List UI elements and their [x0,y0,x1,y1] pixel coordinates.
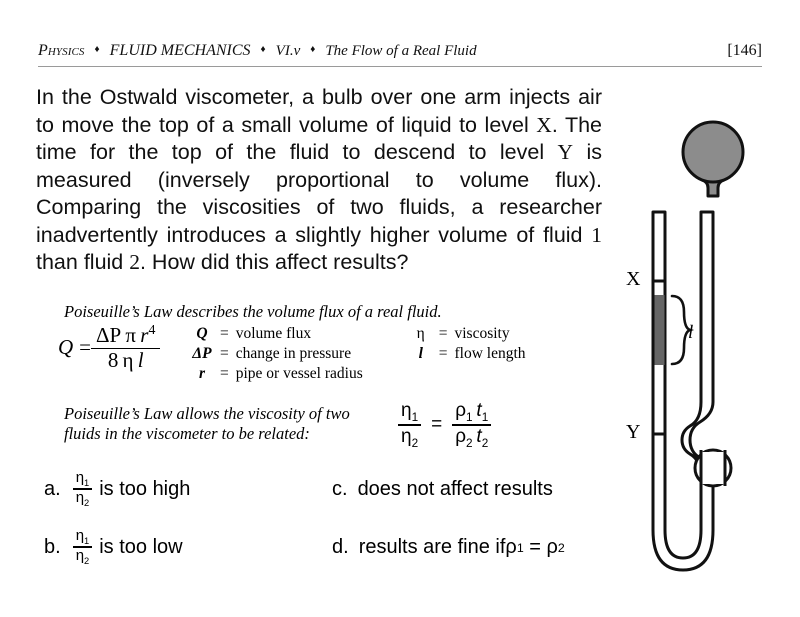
eight-coefficient: 8 [107,348,119,373]
subscript-2: 2 [411,436,419,450]
fluid-1-numeral: 1 [591,222,603,247]
eta-symbol: η [75,469,85,486]
legend-equals: = [438,345,448,362]
header-section: VI.v [275,43,301,59]
legend-row [190,345,572,365]
legend-symbol: η [416,325,425,342]
equation-lhs: Q [58,334,74,359]
eta-ratio-inline [71,470,100,508]
question-line-2: air to move the top of a small volume of liquid to level [36,85,602,137]
header-subject: Physics [38,42,85,59]
diamond-icon: ♦ [260,44,266,55]
u-tube-body [653,212,713,570]
eta-ratio-inline [71,528,100,566]
subscript-2: 2 [84,556,90,566]
eta-symbol: η [401,425,412,447]
subscript-1: 1 [466,410,473,424]
question-line-1: In the Ostwald viscometer, a bulb over one arm injects [36,85,571,109]
legend-description: viscosity [454,325,510,342]
option-text: results are fine if [358,536,506,558]
ratio-caption-line-1: Poiseuille’s Law allows the viscosity of two [64,404,350,423]
legend-symbol: l [418,345,423,362]
fluid-column [655,295,665,365]
ostwald-viscometer-diagram [612,100,792,590]
legend-description: volume flux [235,325,312,342]
delta-p-symbol: ΔP [96,323,122,347]
question-line-7e: . How did this affect results? [139,250,409,274]
length-symbol: l [137,348,144,373]
question-line-3: . The time for the top of the fluid to descend to level [36,112,602,164]
level-x-label: X [626,268,641,290]
subscript-2: 2 [557,540,565,555]
option-label: c. [332,478,348,500]
eta-2 [398,426,421,450]
rho-1-t-1 [452,400,491,424]
header-divider [38,66,762,67]
equation-denominator [103,349,149,373]
radius-exponent: 4 [148,322,156,337]
ratio-equals: = [431,413,443,435]
rho-symbol: ρ [546,536,558,558]
legend-description: pipe or vessel radius [235,365,363,382]
ratio-caption-line-2: fluids in the viscometer to be related: [64,424,310,443]
legend-equals: = [220,365,229,382]
legend-symbol: r [198,365,206,382]
breadcrumb [38,42,477,60]
answer-option-c[interactable] [332,478,553,501]
legend-symbol: ΔP [192,345,212,362]
equation-numerator [91,322,160,348]
reservoir-bulb-icon [695,450,731,486]
subscript-1: 1 [84,536,90,546]
question-line-5: Comparing the viscosities of two fluids, a researcher [36,195,602,219]
header-title: The Flow of a Real Fluid [325,43,477,59]
eta-1 [398,400,421,424]
ratio-caption [64,404,394,444]
question-line-6: inadvertently introduces a slightly higher volume of [36,222,535,247]
subscript-2: 2 [466,436,473,450]
question-text [36,84,602,277]
subscript-1: 1 [481,410,489,424]
legend-description: change in pressure [235,345,352,362]
eta-symbol: η [122,348,134,373]
rho-symbol: ρ [505,536,517,558]
rho-2-t-2 [452,426,491,450]
legend-row [190,325,572,345]
fluid-2-numeral: 2 [129,250,140,274]
option-label: d. [332,536,349,558]
pi-symbol: π [125,323,137,347]
answer-option-d[interactable] [332,536,565,559]
question-line-7a: fluid [543,222,592,247]
subscript-1: 1 [516,540,524,555]
poiseuille-equation [58,322,160,373]
diamond-icon: ♦ [94,44,100,55]
eta-symbol: η [75,547,85,564]
option-label: a. [44,477,61,500]
subscript-2: 2 [481,436,489,450]
subscript-2: 2 [84,498,90,508]
air-bulb-icon [683,122,743,196]
question-line-4: is measured (inversely proportional to volume flux). [36,140,603,192]
symbol-legend [190,325,572,385]
flow-length-label: l [688,322,694,343]
eta-ratio-fraction [398,400,421,450]
level-x-inline: X [536,112,552,137]
radius-symbol: r [140,323,149,347]
page-number: [146] [727,42,762,59]
legend-row [190,365,572,385]
eta-symbol: η [401,400,412,421]
viscosity-ratio-equation [398,400,491,450]
equation-equals: = [79,334,92,359]
eta-symbol: η [75,489,85,506]
header-topic: FLUID MECHANICS [109,42,251,59]
diamond-icon: ♦ [310,44,316,55]
question-line-7c: than fluid [36,250,130,274]
legend-description: flow length [454,345,526,362]
level-y-inline: Y [557,140,574,164]
option-label: b. [44,535,61,558]
legend-equals: = [220,325,229,342]
answer-option-a[interactable] [44,470,190,508]
equation-fraction [91,322,160,373]
time-symbol: t [476,425,482,447]
rho-symbol: ρ [455,400,467,421]
viscometer-svg [612,100,792,590]
rho-t-ratio-fraction [452,400,491,450]
option-text: is too low [99,535,183,558]
subscript-1: 1 [84,478,90,488]
answer-option-b[interactable] [44,528,183,566]
level-y-label: Y [626,421,641,443]
rho-symbol: ρ [455,425,467,447]
running-header [38,42,762,64]
option-text: does not affect results [357,478,553,500]
legend-equals: = [220,345,229,362]
option-text: is too high [99,477,191,500]
option-equals: = [529,536,541,558]
legend-symbol: Q [196,325,208,342]
law-caption: Poiseuille’s Law describes the volume flux of a real fluid. [64,302,442,321]
eta-symbol: η [75,527,85,544]
subscript-1: 1 [411,410,419,424]
time-symbol: t [476,400,482,421]
legend-equals: = [438,325,448,342]
